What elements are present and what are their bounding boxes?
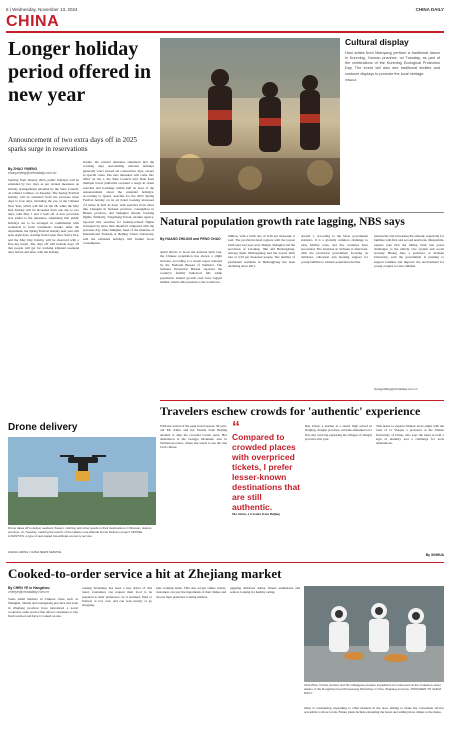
drone-image [8, 437, 156, 525]
travel-column-4: This desire to explore 'hidden' areas aligns with the view of Li Yanqin, a professor at the Wuhan University of China, who says the trend is both a sign of maturity and a challenge for local destinations. [376, 424, 444, 445]
drone-credit: ZHANG LIMING / CHINA NEWS SERVICE [8, 550, 62, 554]
cooked-byline [8, 586, 78, 595]
quote-mark-icon: “ [232, 419, 240, 436]
section-title: CHINA [6, 13, 60, 30]
cooked-photo [304, 586, 444, 682]
natural-headline: Natural population growth rate lagging, NBS says [160, 216, 405, 228]
lead-byline-name: By ZHAO YIMENG [8, 167, 38, 171]
natural-column-1: Amid efforts to boost the national birth rate, the Chinese population has shown a slight increase, according to a recent report released by the National Bureau of Statistics. The Sichuan Provincial Bureau reported the country's fertility indicators fell, while population natural growth rates have lagged behind, which adds pressure to the workforce. [160, 250, 222, 284]
pull-quote-text: Compared to crowded places with overpriced tickets, I prefer lesser-known destinations that are still authentic. [232, 432, 301, 512]
page-header [6, 7, 444, 16]
natural-column-2: million, with a birth rate of 6.39 per thousand, it said. The provincial-level regions with the lowest birth rates last year were Tianjin, Shanghai and the provinces of Liaoning, Jilin and Heilongjiang. Among them, Heilongjiang had the lowest birth rate at 3.34 per thousand people. The number of permanent residents in Heilongjiang has been declining since 2011. [228, 234, 295, 268]
section-rule [6, 31, 444, 33]
drone-headline: Drone delivery [8, 422, 78, 433]
natural-column-4: nationwide and increasing the amount, especially for families with first and second newborns. Meanwhile, experts note that the falling birth rate poses challenges to the elderly care system and social security. Huang Jian, a professor at Sichuan University, said the government is pushing to support families and improve the environment for young couples to raise children. [374, 234, 444, 268]
cooked-column-1: Some small markets in Chinese cities such as Shanghai, Shanxi and Guangdong province and even in Zhejiang province have introduced a novel cooked-to-order service that allows customers to buy fresh seafood and have it cooked on site. [8, 597, 78, 618]
cooked-column-2: cessing Workshop has been a key driver of this trend. Customers can request their food to be prepared to their preference, be it steamed, fried or braised, at low cost, and can wait nearby or go shopping. [82, 586, 152, 607]
cooked-column-3: plus cooking items. This also accept online orders; customers can pay the ingredients of their dishes and choose their preferred cooking method. [156, 586, 226, 599]
chefs-image [304, 586, 444, 682]
pull-quote-attribution: Ma Xinru, a traveler from Beijing [232, 512, 280, 516]
lead-column-2: breaks, the revised measures stipulated that the working days surrounding national holidays generally won't exceed six consecutive days, except in special cases. The new measures will come into effect on Jan 1, the State Council said. Data from multiple travel platforms revealed a surge in ticket searches and bookings within half an hour of the announcement about the extended holidays. According to Qunar, searches for the 2025 Spring Festival holiday on its air ticket booking increased 2.5 times in half an hour, with searches from cities like Chengdu in Sichuan province, Guangzhou in Hunan province, and Shanghai already booking flights. Similarly, Tongcheng Travel, another agency, reported that searches for holiday-related flights increased by more than threefold compared with the previous day. Zhao Minghui, head of the Institute of International Tourism at Beijing Union University, said the extended holidays will further boost consumption. [83, 160, 154, 245]
travel-column-3: Ren Ziwei, a teacher at a senior high school in Nanjing, Jiangsu province, said she embarked on a five-day road trip exploring the villages of Jiangxi province this year. [305, 424, 372, 441]
lead-subhead: Announcement of two extra days off in 2025 sparks surge in reservations [8, 136, 138, 153]
lead-column-1: Starting from January 2025, public holidays will be extended by two days as per revised measures on holiday arrangements unveiled by the State Council, on China's Cabinet, on Tuesday. The Spring Festival holiday will be extended from the previous three days to four days, including the eve of the Chinese New Year, which will fall on Jan 28, while the May Day holiday will be increased from one day to two days, with May 1 and 2 both off. A new provision was added to the measures, stipulating that public holidays are to be arranged in combination with weekends to form continuous breaks. After the adjustment, the Spring Festival holiday next year will span eight days, starting from Lunar New Year's Eve, and the May Day holiday will be observed with a five-day break. The days off will include days off that people will get for working adjusted weekend days before and after, with the holiday. [8, 178, 79, 255]
lead-headline: Longer holiday period offered in new year [8, 38, 151, 106]
divider [6, 562, 444, 563]
cultural-display-label: Cultural display [345, 37, 409, 47]
lead-byline-email: zhaoyimeng@chinadaily.com.cn [8, 171, 57, 176]
cultural-display-credit: XINHUA [345, 77, 357, 82]
cooked-headline: Cooked-to-order service a hit at Zhejiang market [8, 566, 282, 581]
cultural-display-box [345, 38, 444, 83]
drone-photo [8, 437, 156, 525]
lead-byline [8, 167, 78, 176]
cooked-byline-email: chenye@chinadaily.com.cn [8, 590, 50, 595]
travel-column-1: With the arrival of the peak travel season, 30-year-old Ma Xinru and her friends from Beijing decided to skip the crowded tourist spots. Her destination is the Gongga Mountain area in Sichuan province, where she wants to see the true local culture. [160, 424, 227, 450]
cooked-column-5: Zhou is considering expanding to other markets in the area, aiming to make the convenient service accessible to more locals. Future plans include extending the hours and adding more dishes to the menu. [304, 706, 444, 715]
page-date: 6 | Wednesday, November 13, 2024 [6, 7, 78, 12]
cultural-display-text: Hani artists from Mianyang perform a traditional dance in Kunming, Yunnan province, on Tuesday, as part of the celebrations of the Kunming Ecological Protection Day. The event will also see traditional textiles and costume displays to promote the local heritage. [345, 50, 440, 76]
publication-name: CHINA DAILY [415, 7, 444, 12]
pull-quote [232, 419, 302, 512]
natural-byline: By HUANG ZHILING and PENG CHAO [160, 237, 221, 241]
travel-headline: Travelers eschew crowds for 'authentic' experience [160, 404, 421, 418]
cooked-byline-name: By CHEN YE in Hangzhou [8, 586, 50, 590]
natural-column-3: around 1, according to the latest government statistics. It is a globally common challenge to raise fertility rates, and few countries have succeeded. The situation in Sichuan is improved, with the provincial government focusing on childcare, education and housing support for young families to address population decline. [301, 234, 368, 264]
drone-caption: Drone takes off to deliver seafood, flowers, clothing and other goods to their destinations in Wuxuan, Hainan province, on Tuesday, marking the launch of the Haikou Low-Altitude Drone Delivery project. DRONE LOGISTICS, a type of automated low-altitude economy service. [8, 526, 152, 538]
dancers-image [160, 38, 340, 205]
divider [160, 212, 444, 213]
divider [160, 400, 444, 401]
natural-email: huangzhiling@chinadaily.com.cn [374, 387, 418, 391]
cultural-display-photo [160, 38, 340, 205]
cooked-photo-caption: Chef Zhou Yunhui (center) and his colleagues prepare ingredients for customers at the cooked-to-order station of the Dongshan Food Processing Workshop in Yiwu, Zhejiang province. PROVIDED TO CHINA DAILY [304, 683, 442, 695]
cooked-column-4: juggling childcare duties, fitness enthusiasts and seniors looking for healthy eating. [230, 586, 300, 595]
travel-byline: By XINHUA [425, 553, 444, 557]
